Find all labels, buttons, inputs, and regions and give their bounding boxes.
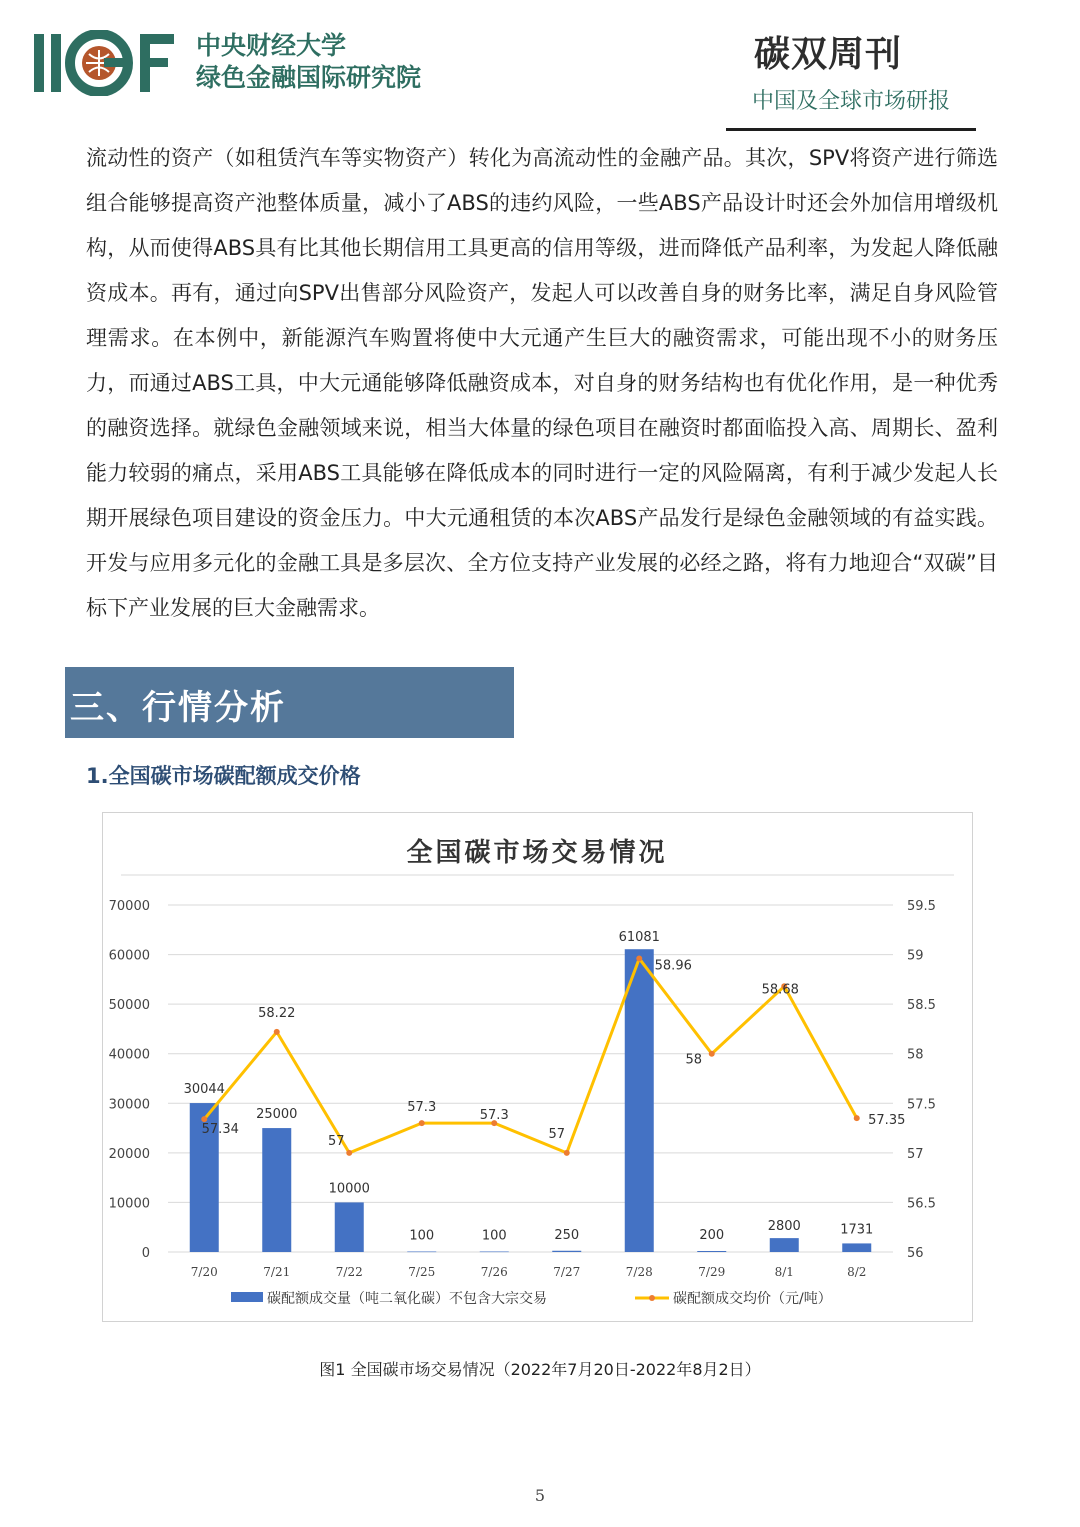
x-tick-label: 7/21 <box>263 1265 291 1279</box>
publication-title: 碳双周刊 <box>753 34 902 75</box>
y-right-tick-label: 59.5 <box>907 899 936 914</box>
line-data-label: 58 <box>685 1052 703 1068</box>
chart-title: 全国碳市场交易情况 <box>406 838 668 868</box>
line-data-label: 58.96 <box>654 958 692 974</box>
legend-bar-label: 碳配额成交量（吨二氧化碳）不包含大宗交易 <box>267 1291 547 1307</box>
bar-data-label: 250 <box>554 1227 580 1243</box>
x-tick-label: 7/28 <box>625 1265 653 1279</box>
publication-subtitle: 中国及全球市场研报 <box>751 89 950 114</box>
x-tick-label: 7/26 <box>480 1265 508 1279</box>
price-point <box>854 1115 860 1121</box>
page-number: 5 <box>534 1486 546 1505</box>
y-right-tick-label: 59 <box>907 948 924 964</box>
legend-line-marker <box>649 1295 655 1301</box>
price-point <box>636 956 642 962</box>
y-left-tick-label: 60000 <box>108 948 150 964</box>
x-tick-label: 7/20 <box>190 1265 218 1279</box>
line-data-label: 57 <box>548 1126 566 1142</box>
iigf-logo <box>34 30 184 96</box>
y-left-tick-label: 30000 <box>108 1097 150 1113</box>
org-line-2: 绿色金融国际研究院 <box>196 63 422 92</box>
price-point <box>346 1150 352 1156</box>
price-line <box>201 959 857 1153</box>
x-tick-label: 7/25 <box>408 1265 436 1279</box>
bar-data-label: 25000 <box>256 1107 298 1123</box>
y-left-tick-label: 0 <box>141 1246 150 1261</box>
body-paragraph: 流动性的资产（如租赁汽车等实物资产）转化为高流动性的金融产品。其次，SPV将资产进行筛选组合能够提高资产池整体质量，减小了ABS的违约风险，一些ABS产品设计时还会外加信用增级机构，从而使得ABS具有比其他长期信用工具更高的信用等级，进而降低产品利率，为发起人降低融资成本。再有，通过向SPV出售部分风险资产，发起人可以改善自身的财务比率，满足自身风险管理需求。在本例中，新能源汽车购置将使中大元通产生巨大的融资需求，可能出现不小的财务压力，而通过ABS工具，中大元通能够降低融资成本，对自身的财务结构也有优化作用，是一种优秀的融资选择。就绿色金融领域来说，相当大体量的绿色项目在融资时都面临投入高、周期长、盈利能力较弱的痛点，采用ABS工具能够在降低成本的同时进行一定的风险隔离，有利于减少发起人长期开展绿色项目建设的资金压力。中大元通租赁的本次ABS产品发行是绿色金融领域的有益实践。开发与应用多元化的金融工具是多层次、全方位支持产业发展的必经之路，将有力地迎合“双碳”目标下产业发展的巨大金融需求。 <box>86 146 998 620</box>
header-divider <box>726 128 976 131</box>
price-point <box>709 1051 715 1057</box>
chart-container <box>102 812 973 1322</box>
x-tick-label: 7/22 <box>335 1265 363 1279</box>
organization-name <box>196 30 421 94</box>
line-data-label: 57 <box>327 1133 345 1149</box>
legend-line-label: 碳配额成交均价（元/吨） <box>673 1291 832 1307</box>
line-data-label: 58.22 <box>258 1005 296 1021</box>
y-left-tick-label: 50000 <box>108 998 150 1014</box>
x-tick-label: 7/29 <box>698 1265 726 1279</box>
bar-data-label: 30044 <box>183 1082 225 1098</box>
line-data-label: 57.35 <box>868 1113 906 1129</box>
y-right-tick-label: 58.5 <box>907 998 936 1014</box>
legend-bar-swatch <box>231 1292 263 1302</box>
bar-data-label: 10000 <box>328 1181 370 1197</box>
x-tick-label: 7/27 <box>553 1265 581 1279</box>
bar-data-label: 200 <box>699 1228 725 1244</box>
org-line-1: 中央财经大学 <box>196 31 347 60</box>
y-right-tick-label: 56 <box>907 1246 924 1261</box>
x-tick-label: 8/1 <box>774 1265 794 1279</box>
bar-volume <box>842 1243 871 1252</box>
line-data-label: 57.3 <box>479 1108 509 1124</box>
price-point <box>419 1120 425 1126</box>
bar-volume <box>625 949 654 1252</box>
y-right-tick-label: 57.5 <box>907 1097 936 1113</box>
x-tick-label: 8/2 <box>847 1265 867 1279</box>
bar-volume <box>480 1252 509 1253</box>
bar-volume <box>407 1252 436 1253</box>
page-header <box>0 0 1080 135</box>
bar-volume <box>770 1238 799 1252</box>
section-title: 三、行情分析 <box>70 688 286 728</box>
y-right-tick-label: 58 <box>907 1047 924 1063</box>
y-left-tick-label: 20000 <box>108 1146 150 1162</box>
bar-data-label: 100 <box>409 1228 435 1244</box>
line-data-label: 57.3 <box>407 1100 437 1116</box>
y-right-tick-label: 57 <box>907 1146 924 1162</box>
trading-chart <box>103 813 972 1321</box>
line-data-label: 58.68 <box>761 982 799 998</box>
bar-data-label: 2800 <box>767 1219 801 1235</box>
bar-volume <box>552 1251 581 1252</box>
y-left-tick-label: 40000 <box>108 1047 150 1063</box>
bar-volume <box>262 1128 291 1252</box>
bar-data-label: 61081 <box>618 930 660 946</box>
y-left-tick-label: 70000 <box>108 899 150 914</box>
y-left-tick-label: 10000 <box>108 1196 150 1212</box>
sub-heading: 1.全国碳市场碳配额成交价格 <box>86 764 361 788</box>
line-data-label: 57.34 <box>201 1122 239 1138</box>
bar-volume <box>697 1251 726 1252</box>
bar-volume <box>335 1202 364 1252</box>
y-right-tick-label: 56.5 <box>907 1196 936 1212</box>
bar-data-label: 100 <box>481 1228 507 1244</box>
bar-data-label: 1731 <box>840 1222 874 1238</box>
price-point <box>564 1150 570 1156</box>
figure-caption: 图1 全国碳市场交易情况（2022年7月20日-2022年8月2日） <box>319 1360 761 1379</box>
price-point <box>274 1029 280 1035</box>
